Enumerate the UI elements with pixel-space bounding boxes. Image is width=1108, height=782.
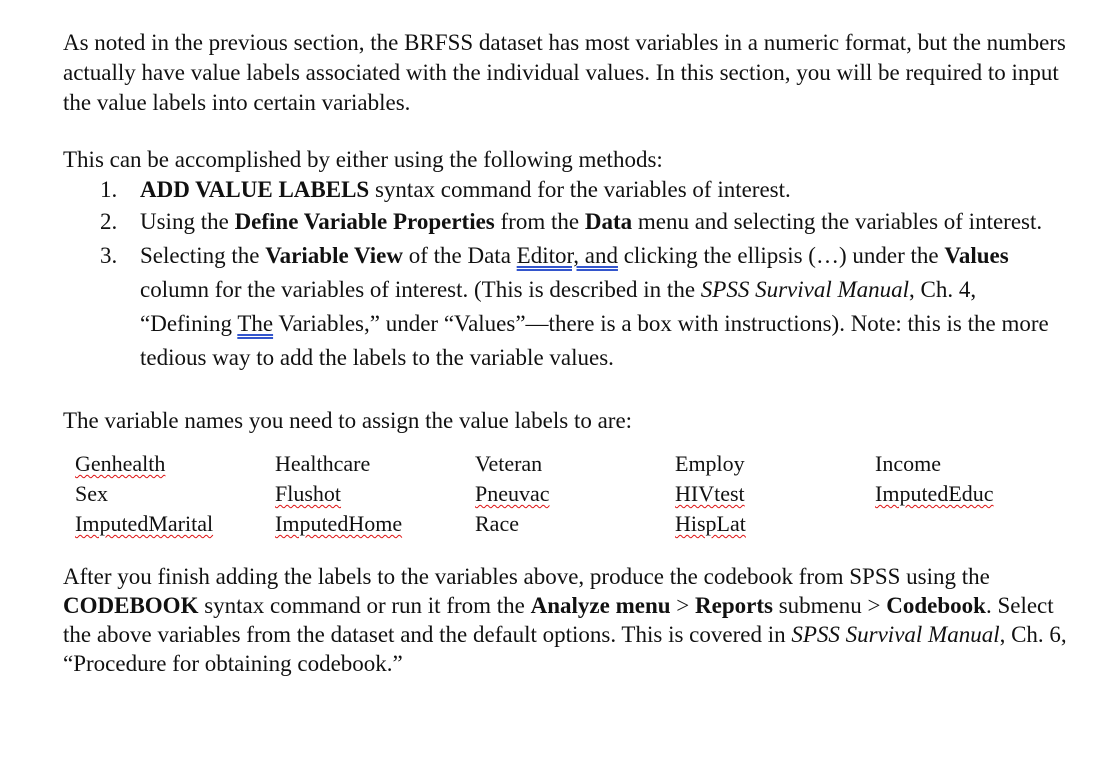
intro-paragraph: As noted in the previous section, the BRFSS dataset has most variables in a numeric format, but the numbers actually have value labels associated with the individual values. In this section, you will be required to input the value labels into certain variables. — [63, 30, 1066, 115]
variable-name: Genhealth — [75, 451, 166, 476]
variable-name: Flushot — [275, 481, 342, 506]
document-body — [63, 28, 1073, 678]
list-number: 3. — [100, 243, 118, 268]
variable-name: ImputedMarital — [75, 511, 214, 536]
variable-name: Sex — [75, 481, 108, 506]
variable-name: Pneuvac — [475, 481, 550, 506]
variable-name: Income — [875, 451, 941, 476]
variable-name: Employ — [675, 451, 745, 476]
variable-name: ImputedEduc — [875, 481, 994, 506]
grammar-flag: The — [237, 311, 274, 336]
methods-list — [63, 175, 1073, 375]
variable-name: HispLat — [675, 511, 746, 536]
method-item-1: 1. ADD VALUE LABELS syntax command for the variables of interest. — [63, 175, 1073, 205]
variable-name: Veteran — [475, 451, 543, 476]
method-item-2: 2. Using the Define Variable Properties from the Data menu and selecting the variables of interest. — [63, 205, 1073, 239]
variable-name: Race — [475, 511, 519, 536]
variable-name: Healthcare — [275, 451, 371, 476]
list-number: 2. — [100, 209, 118, 234]
book-title: SPSS Survival Manual — [700, 277, 910, 302]
variables-table — [75, 449, 1073, 541]
grammar-flag: Editor, and — [516, 243, 618, 268]
variable-name: HIVtest — [675, 481, 745, 506]
codebook-paragraph: After you finish adding the labels to the variables above, produce the codebook from SPSS using the CODEBOOK syntax command or run it from the Analyze menu > Reports submenu > Codebook. Select the above variables from the dataset and the default options. This is covered in SPSS Survival Manual, Ch. 6, “Procedure for obtaining codebook.” — [63, 564, 1067, 676]
variable-name: ImputedHome — [275, 511, 403, 536]
methods-intro: This can be accomplished by either using the following methods: — [63, 147, 663, 172]
list-number: 1. — [100, 177, 118, 202]
method-item-3: 3. Selecting the Variable View of the Data Editor, and clicking the ellipsis (…) under the Values column for the variables of interest. (This is described in the SPSS Survival Manual, Ch. 4, “Defining The Variables,” under “Values”—there is a box with instructions). Note: this is the more tedious way to add the labels to the variable values. — [63, 239, 1073, 375]
book-title: SPSS Survival Manual — [791, 622, 1000, 647]
variables-intro: The variable names you need to assign the value labels to are: — [63, 408, 633, 433]
